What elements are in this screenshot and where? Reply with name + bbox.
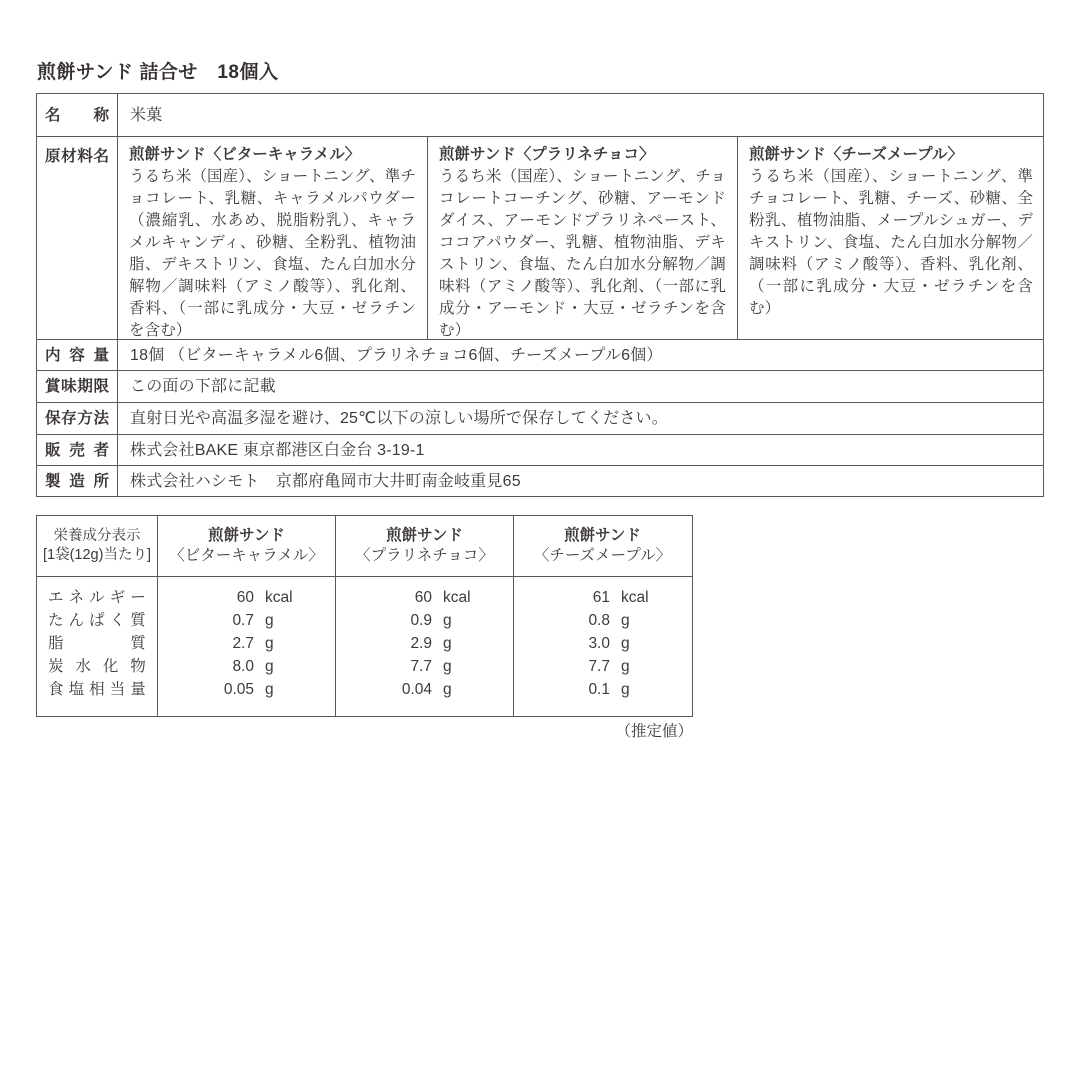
unit: g	[265, 681, 274, 698]
unit: kcal	[621, 589, 649, 606]
ingredients-heading: 煎餅サンド〈プラリネチョコ〉	[439, 146, 655, 163]
unit: g	[443, 681, 452, 698]
row-expiry	[37, 370, 1043, 402]
ingredients-label-cell	[37, 137, 118, 339]
contents-label-cell	[37, 340, 118, 370]
factory-value: 株式会社ハシモト 京都府亀岡市大井町南金岐重見65	[130, 472, 521, 490]
expiry-label-cell	[37, 371, 118, 402]
value: 61	[592, 589, 610, 606]
unit: g	[265, 635, 274, 652]
expiry-label: 賞味期限	[45, 378, 109, 395]
factory-label: 製造所	[45, 472, 109, 490]
ingredients-body: うるち米（国産）、ショートニング、準チョコレート、乳糖、キャラメルパウダー（濃縮乳、水あめ、脱脂粉乳）、キャラメルキャンディ、砂糖、全粉乳、植物油脂、デキストリン、食塩、たん白加水分解物／調味料（アミノ酸等）、乳化剤、香料、（一部に乳成分・大豆・ゼラチンを含む）	[129, 168, 416, 339]
ingredients-body: うるち米（国産）、ショートニング、チョコレートコーチング、砂糖、アーモンドダイス、アーモンドプラリネペースト、ココアパウダー、乳糖、植物油脂、デキストリン、食塩、たん白加水分解物／調味料（アミノ酸等）、乳化剤、（一部に乳成分・アーモンド・大豆・ゼラチンを含む）	[439, 168, 726, 339]
row-ingredients	[37, 136, 1043, 339]
product-variant: 〈プラリネチョコ〉	[355, 547, 494, 564]
storage-label: 保存方法	[45, 410, 109, 427]
ingredients-col-praline-choco	[428, 137, 738, 339]
seller-value: 株式会社BAKE 東京都港区白金台 3-19-1	[130, 441, 425, 459]
row-factory	[37, 465, 1043, 496]
value-row	[158, 632, 335, 655]
value: 0.05	[223, 681, 254, 698]
product-variant: 〈ビターキャラメル〉	[169, 547, 324, 564]
value-row	[336, 632, 513, 655]
unit: g	[443, 635, 452, 652]
unit: g	[621, 681, 630, 698]
value-row	[514, 655, 691, 678]
ingredients-body: うるち米（国産）、ショートニング、準チョコレート、乳糖、チーズ、砂糖、全粉乳、植物油脂、メープルシュガー、デキストリン、食塩、たん白加水分解物／調味料（アミノ酸等）、香料、乳化剤、（一部に乳成分・大豆・ゼラチンを含む）	[749, 168, 1033, 317]
unit: kcal	[265, 589, 293, 606]
unit: g	[443, 658, 452, 675]
storage-value: 直射日光や高温多湿を避け、25℃以下の涼しい場所で保存してください。	[130, 410, 668, 427]
row-seller	[37, 434, 1043, 465]
nutrition-body	[37, 577, 692, 716]
row-name	[37, 94, 1043, 136]
nutrition-table	[36, 515, 693, 717]
name-label: 名称	[45, 106, 109, 124]
value-row	[158, 655, 335, 678]
ingredients-heading: 煎餅サンド〈ビターキャラメル〉	[129, 146, 361, 163]
page-title: 煎餅サンド 詰合せ 18個入	[37, 62, 279, 83]
value: 2.9	[410, 635, 432, 652]
value-row	[336, 609, 513, 632]
nutrition-title-line2: [1袋(12g)当たり]	[43, 547, 151, 563]
ingredients-heading: 煎餅サンド〈チーズメープル〉	[749, 146, 964, 163]
nutrition-values-bitter-caramel	[158, 577, 336, 716]
nutrition-values-praline-choco	[336, 577, 514, 716]
nutrition-values-cheese-maple	[514, 577, 691, 716]
value-row	[514, 678, 691, 701]
value: 7.7	[588, 658, 610, 675]
value-row	[336, 678, 513, 701]
value-row	[158, 609, 335, 632]
value: 8.0	[232, 658, 254, 675]
value: 0.1	[588, 681, 610, 698]
name-label-cell	[37, 94, 118, 136]
value: 0.9	[410, 612, 432, 629]
seller-label-cell	[37, 435, 118, 465]
contents-label: 内容量	[45, 346, 109, 364]
nutrient-label-salt: 食塩相当量	[48, 681, 146, 698]
value-row	[336, 586, 513, 609]
name-value: 米菓	[130, 106, 163, 124]
row-contents	[37, 339, 1043, 370]
unit: g	[265, 658, 274, 675]
contents-value: 18個 （ビターキャラメル6個、プラリネチョコ6個、チーズメープル6個）	[130, 346, 663, 364]
value: 60	[414, 589, 432, 606]
product-info-table	[36, 93, 1044, 497]
value: 0.04	[401, 681, 432, 698]
value: 0.8	[588, 612, 610, 629]
nutrient-label-protein: たんぱく質	[48, 612, 146, 629]
value: 2.7	[232, 635, 254, 652]
unit: g	[265, 612, 274, 629]
ingredients-col-bitter-caramel	[118, 137, 428, 339]
nutrition-row-labels	[37, 577, 158, 716]
unit: g	[443, 612, 452, 629]
value-row	[158, 678, 335, 701]
product-name: 煎餅サンド	[208, 527, 285, 544]
nutrient-label-energy: エネルギー	[48, 589, 146, 606]
value: 7.7	[410, 658, 432, 675]
value-row	[336, 655, 513, 678]
nutrition-col-header-praline-choco	[336, 516, 514, 576]
nutrition-title-cell	[37, 516, 158, 576]
unit: g	[621, 635, 630, 652]
product-variant: 〈チーズメープル〉	[533, 547, 672, 564]
nutrition-title-line1: 栄養成分表示	[53, 528, 141, 544]
row-storage	[37, 402, 1043, 434]
ingredients-label: 原材料名	[45, 148, 109, 165]
seller-label: 販売者	[45, 441, 109, 459]
ingredients-col-cheese-maple	[738, 137, 1044, 339]
nutrition-col-header-bitter-caramel	[158, 516, 336, 576]
unit: g	[621, 658, 630, 675]
value: 0.7	[232, 612, 254, 629]
value-row	[514, 632, 691, 655]
storage-label-cell	[37, 403, 118, 434]
factory-label-cell	[37, 466, 118, 496]
nutrient-label-carbohydrate: 炭水化物	[48, 658, 146, 675]
product-name: 煎餅サンド	[564, 527, 641, 544]
value-row	[514, 586, 691, 609]
expiry-value: この面の下部に記載	[130, 378, 276, 395]
value-row	[158, 586, 335, 609]
unit: g	[621, 612, 630, 629]
value: 3.0	[588, 635, 610, 652]
unit: kcal	[443, 589, 471, 606]
value: 60	[236, 589, 254, 606]
nutrition-header-row	[37, 516, 692, 577]
nutrition-col-header-cheese-maple	[514, 516, 691, 576]
product-name: 煎餅サンド	[386, 527, 463, 544]
value-row	[514, 609, 691, 632]
nutrient-label-fat: 脂質	[48, 635, 146, 652]
estimated-values-note: （推定値）	[615, 723, 693, 740]
